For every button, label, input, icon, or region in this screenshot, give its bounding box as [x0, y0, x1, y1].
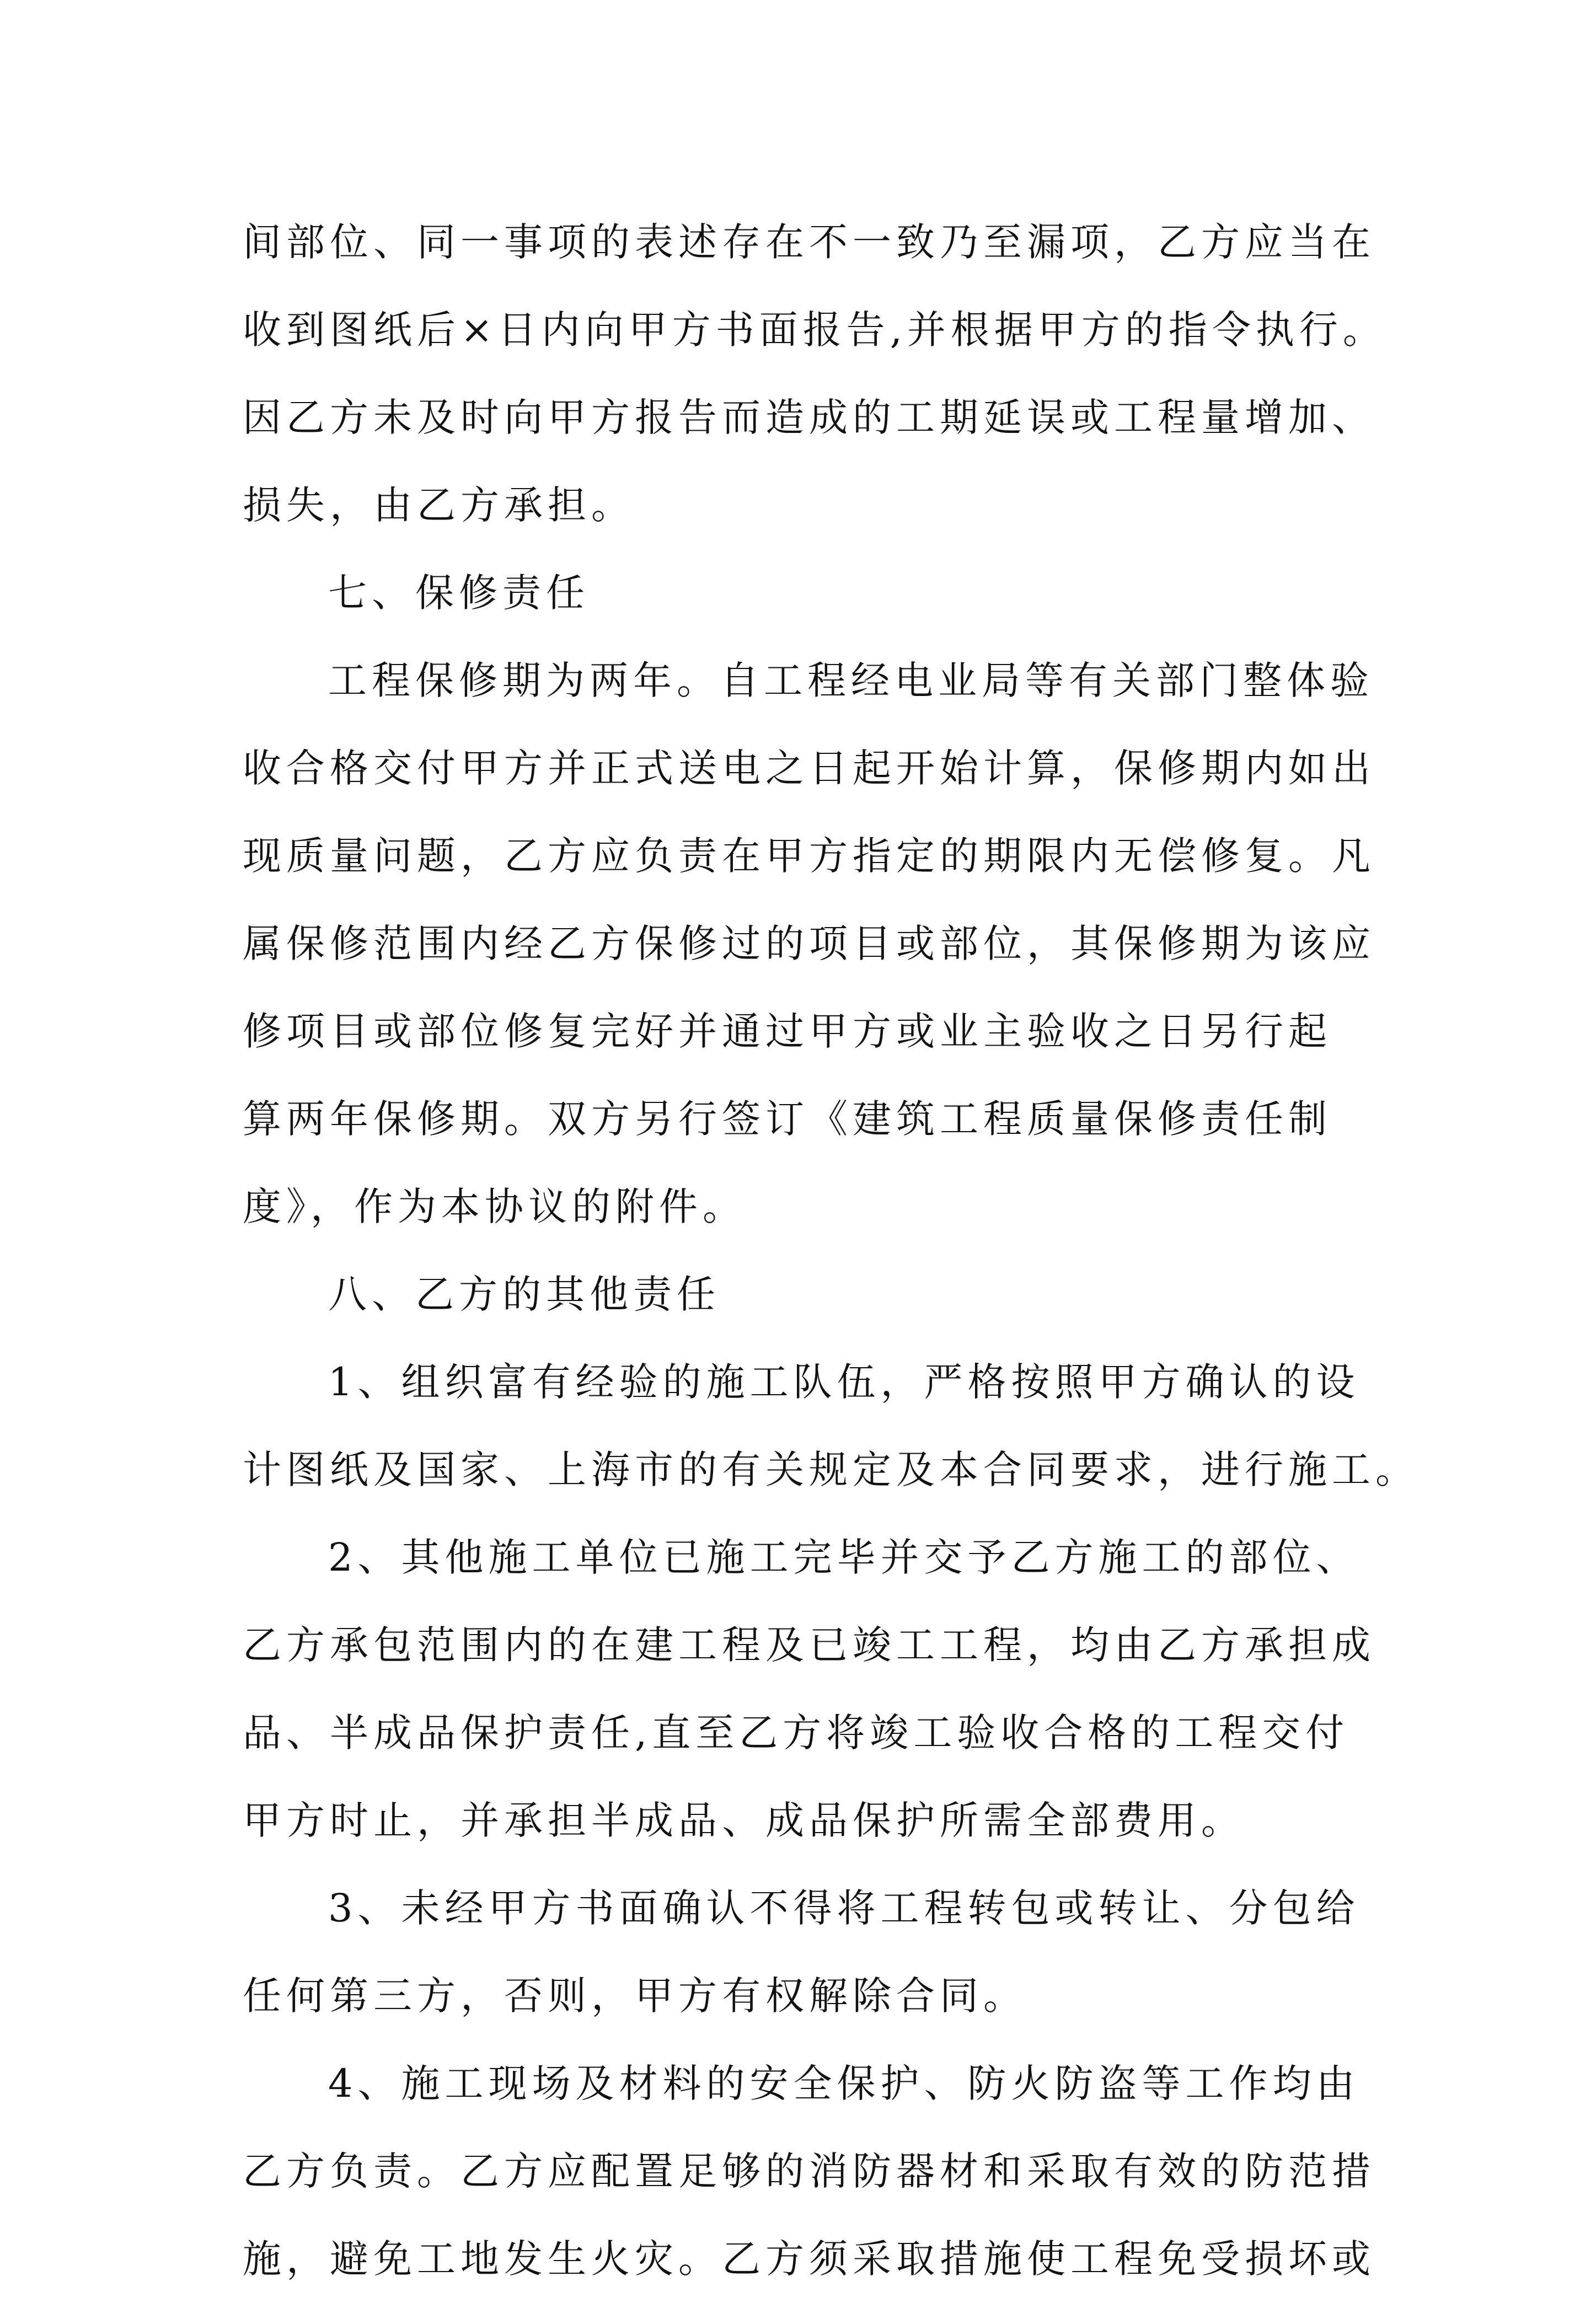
text-line: 算两年保修期。双方另行签订《建筑工程质量保修责任制	[243, 1096, 1332, 1142]
text-line: 因乙方未及时向甲方报告而造成的工期延误或工程量增加、	[243, 395, 1375, 440]
text-line: 乙方承包范围内的在建工程及已竣工工程，均由乙方承担成	[243, 1622, 1375, 1668]
text-line: 间部位、同一事项的表述存在不一致乃至漏项，乙方应当在	[243, 219, 1375, 265]
text-line: 3、未经甲方书面确认不得将工程转包或转让、分包给	[328, 1886, 1360, 1931]
text-line: 施，避免工地发生火灾。乙方须采取措施使工程免受损坏或	[243, 2236, 1375, 2281]
document-body	[243, 199, 1419, 2303]
text-line: 属保修范围内经乙方保修过的项目或部位，其保修期为该应	[243, 921, 1375, 966]
text-line: 甲方时止，并承担半成品、成品保护所需全部费用。	[243, 1798, 1245, 1843]
text-line: 1、组织富有经验的施工队伍，严格按照甲方确认的设	[328, 1359, 1360, 1405]
text-line: 品、半成品保护责任,直至乙方将竣工验收合格的工程交付	[243, 1710, 1349, 1755]
text-line: 度》，作为本协议的附件。	[243, 1184, 746, 1229]
text-line: 任何第三方，否则，甲方有权解除合同。	[243, 1973, 1027, 2018]
text-line: 计图纸及国家、上海市的有关规定及本合同要求，进行施工。	[243, 1447, 1419, 1492]
text-line: 乙方负责。乙方应配置足够的消防器材和采取有效的防范措	[243, 2149, 1375, 2194]
text-line: 4、施工现场及材料的安全保护、防火防盗等工作均由	[328, 2061, 1360, 2106]
text-line: 损失，由乙方承担。	[243, 483, 635, 528]
text-line: 七、保修责任	[328, 570, 590, 615]
text-line: 2、其他施工单位已施工完毕并交予乙方施工的部位、	[328, 1535, 1360, 1580]
text-line: 工程保修期为两年。自工程经电业局等有关部门整体验	[328, 658, 1374, 703]
text-line: 修项目或部位修复完好并通过甲方或业主验收之日另行起	[243, 1009, 1332, 1054]
text-line: 现质量问题，乙方应负责在甲方指定的期限内无偿修复。凡	[243, 833, 1375, 879]
text-line: 收到图纸后×日内向甲方书面报告,并根据甲方的指令执行。	[243, 307, 1386, 352]
text-line: 收合格交付甲方并正式送电之日起开始计算，保修期内如出	[243, 746, 1375, 791]
text-line: 八、乙方的其他责任	[328, 1272, 720, 1317]
